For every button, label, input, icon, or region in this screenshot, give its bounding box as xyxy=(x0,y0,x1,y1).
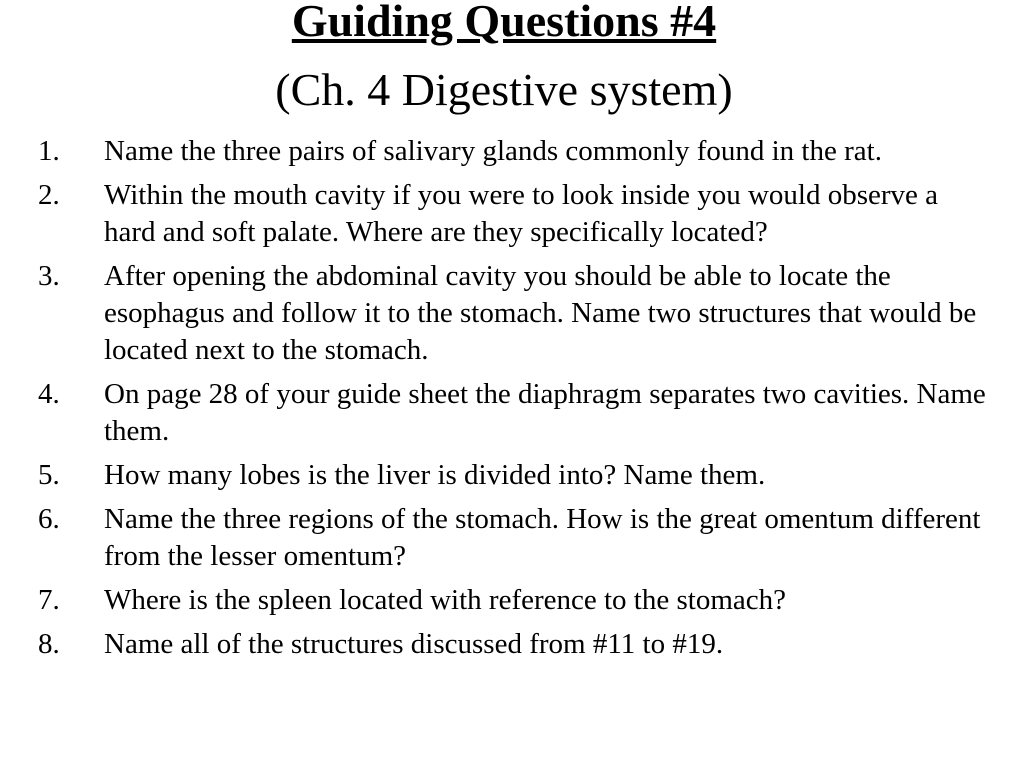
question-item xyxy=(38,501,988,575)
question-text: After opening the abdominal cavity you should be able to locate the esophagus and follow it to the stomach. Name two structures that would be located next to the stomach. xyxy=(104,260,977,366)
question-item xyxy=(38,376,988,450)
question-item xyxy=(38,457,988,494)
question-number: 2. xyxy=(38,179,60,211)
question-text: Within the mouth cavity if you were to look inside you would observe a hard and soft palate. Where are they specifically located? xyxy=(104,179,939,248)
question-number: 4. xyxy=(38,378,60,410)
question-number: 6. xyxy=(38,503,60,535)
question-text: On page 28 of your guide sheet the diaphragm separates two cavities. Name them. xyxy=(104,378,986,447)
question-item xyxy=(38,177,988,251)
slide-subtitle: (Ch. 4 Digestive system) xyxy=(275,64,733,115)
question-item xyxy=(38,626,988,663)
question-list xyxy=(38,133,988,670)
question-item xyxy=(38,582,988,619)
question-text: Name the three pairs of salivary glands commonly found in the rat. xyxy=(104,135,882,167)
question-number: 5. xyxy=(38,459,60,491)
question-text: How many lobes is the liver is divided into? Name them. xyxy=(104,459,766,491)
question-item xyxy=(38,133,988,170)
question-text: Name all of the structures discussed from #11 to #19. xyxy=(104,628,724,660)
question-number: 7. xyxy=(38,584,60,616)
slide-title: Guiding Questions #4 xyxy=(291,0,717,46)
question-item xyxy=(38,258,988,369)
question-number: 3. xyxy=(38,260,60,292)
question-number: 8. xyxy=(38,628,60,660)
question-number: 1. xyxy=(38,135,60,167)
question-text: Where is the spleen located with reference to the stomach? xyxy=(104,584,786,616)
question-text: Name the three regions of the stomach. How is the great omentum different from the lesser omentum? xyxy=(104,503,981,572)
